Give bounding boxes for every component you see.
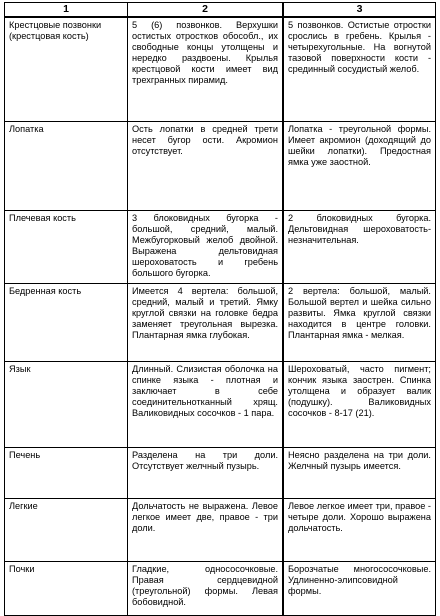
cell-col3: Борозчатые многососочковые. Удлиненно-элипсовидной формы. [283,561,436,615]
cell-col2: Дольчатость не выражена. Левое легкое имеет две, правое - три доли. [128,498,284,561]
table-row [5,17,436,121]
row-label: Легкие [5,498,128,561]
header-cell-1: 1 [5,3,128,18]
table-row [5,561,436,615]
cell-col3: Неясно разделена на три доли. Желчный пузырь имеется. [283,447,436,498]
cell-col3: 5 позвонков. Остистые отростки срослись в гребень. Крылья - четырехугольные. На вогнутой тазовой поверхности кости - срединный сосудистый желоб. [283,17,436,121]
table-row [5,283,436,361]
cell-col2: Гладкие, однососочковые. Правая сердцевидной (треугольной) формы. Левая бобовидной. [128,561,284,615]
cell-col3: 2 блоковидных бугорка. Дельтовидная шероховатость- незначительная. [283,210,436,283]
table-row [5,210,436,283]
row-label: Почки [5,561,128,615]
header-cell-3: 3 [283,3,436,18]
cell-col3: Лопатка - треугольной формы. Имеет акромион (доходящий до шейки лопатки). Предостная ямка уже заостной. [283,121,436,210]
cell-col2: Ость лопатки в средней трети несет бугор ости. Акромион отсутствует. [128,121,284,210]
table-header-row [5,3,436,18]
row-label: Плечевая кость [5,210,128,283]
row-label: Язык [5,361,128,447]
table-row [5,498,436,561]
table-row [5,447,436,498]
cell-col2: 3 блоковидных бугорка - большой, средний, малый. Межбугорковый желоб двойной. Выражена дельтовидная шероховатость и гребень большого бугорка. [128,210,284,283]
cell-col2: Разделена на три доли. Отсутствует желчный пузырь. [128,447,284,498]
row-label: Бедренная кость [5,283,128,361]
cell-col2: Длинный. Слизистая оболочка на спинке языка - плотная и заключает в себе соединительнотканный хрящ. Валиковидных сосочков - 1 пара. [128,361,284,447]
table-row [5,361,436,447]
row-label: Лопатка [5,121,128,210]
header-cell-2: 2 [128,3,284,18]
cell-col2: 5 (6) позвонков. Верхушки остистых отростков обособл., их свободные концы утолщены и нередко раздвоены. Крылья крестцовой кости имеет вид трехгранных пирамид. [128,17,284,121]
cell-col2: Имеется 4 вертела: большой, средний, малый и третий. Ямку круглой связки на головке бедра заменяет треугольная вырезка. Плантарная ямка глубокая. [128,283,284,361]
row-label: Печень [5,447,128,498]
cell-col3: Левое легкое имеет три, правое - четыре доли. Хорошо выражена дольчатость. [283,498,436,561]
cell-col3: Шероховатый, часто пигмент; кончик языка заострен. Спинка утолщена и образует валик (подушку). Валиковидных сосочков - 8-17 (21). [283,361,436,447]
table-row [5,121,436,210]
comparison-table [4,2,436,616]
cell-col3: 2 вертела: большой, малый. Большой вертел и шейка сильно развиты. Ямка круглой связки находится в центре головки. Плантарная ямка - мелкая. [283,283,436,361]
row-label: Крестцовые позвонки (крестцовая кость) [5,17,128,121]
